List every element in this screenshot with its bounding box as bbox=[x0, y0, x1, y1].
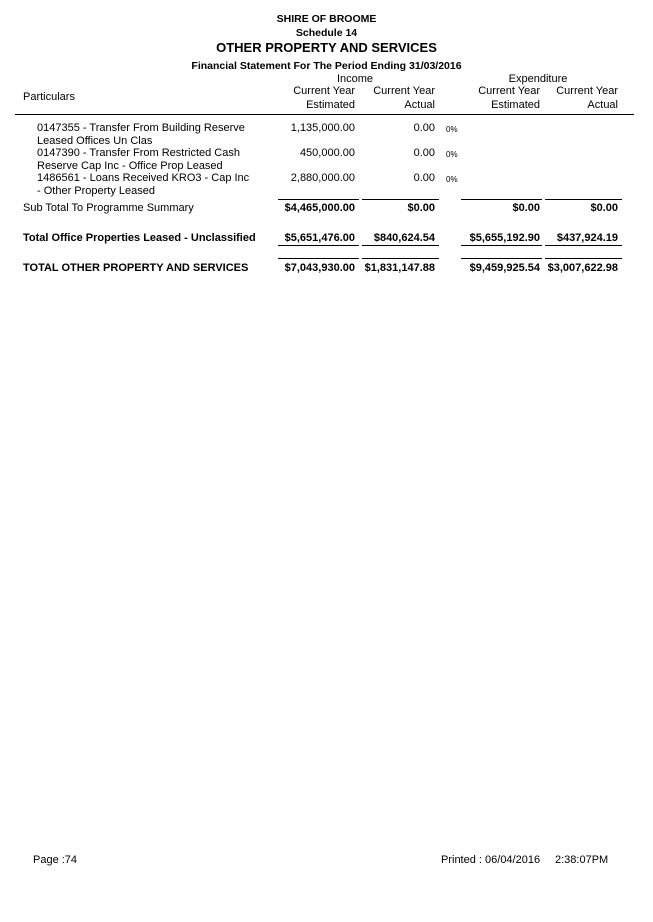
expenditure-actual-header-line2: Actual bbox=[587, 99, 618, 111]
header-divider bbox=[15, 114, 634, 115]
income-estimated-header-line2: Estimated bbox=[306, 99, 355, 111]
row-3-percent: 0% bbox=[446, 175, 458, 184]
row-3-income-estimated: 2,880,000.00 bbox=[290, 172, 355, 184]
total-unclassified-expenditure-actual: $437,924.19 bbox=[556, 232, 618, 244]
grand-total-expenditure-actual: $3,007,622.98 bbox=[547, 262, 618, 274]
expenditure-estimated-header-line1: Current Year bbox=[478, 85, 540, 97]
total-unclassified-rule-inc-est bbox=[278, 245, 359, 246]
organization-name: SHIRE OF BROOME bbox=[276, 13, 377, 25]
grand-total-income-estimated: $7,043,930.00 bbox=[284, 262, 355, 274]
total-unclassified-label: Total Office Properties Leased - Unclassified bbox=[23, 232, 256, 244]
printed-date: Printed : 06/04/2016 bbox=[441, 854, 541, 866]
particulars-header: Particulars bbox=[23, 91, 75, 103]
total-unclassified-income-actual: $840,624.54 bbox=[373, 232, 435, 244]
subtotal-label: Sub Total To Programme Summary bbox=[23, 202, 194, 214]
subtotal-rule-exp-est bbox=[461, 199, 542, 200]
row-2-description-line2: Reserve Cap Inc - Office Prop Leased bbox=[37, 160, 223, 172]
row-2-percent: 0% bbox=[446, 150, 458, 159]
expenditure-actual-header-line1: Current Year bbox=[556, 85, 618, 97]
grand-total-rule-inc-act bbox=[362, 258, 439, 259]
income-actual-header-line1: Current Year bbox=[373, 85, 435, 97]
grand-total-label: TOTAL OTHER PROPERTY AND SERVICES bbox=[23, 262, 249, 274]
total-unclassified-rule-exp-act bbox=[545, 245, 622, 246]
row-3-description-line1: 1486561 - Loans Received KRO3 - Cap Inc bbox=[37, 172, 250, 184]
subtotal-expenditure-estimated: $0.00 bbox=[512, 202, 540, 214]
subtotal-rule-inc-act bbox=[362, 199, 439, 200]
grand-total-rule-exp-est bbox=[461, 258, 542, 259]
subtotal-income-actual: $0.00 bbox=[407, 202, 435, 214]
period-subtitle: Financial Statement For The Period Ending 31/03/2016 bbox=[191, 60, 462, 72]
printed-time: 2:38:07PM bbox=[555, 854, 609, 866]
subtotal-rule-inc-est bbox=[278, 199, 359, 200]
page-number: Page :74 bbox=[33, 854, 78, 866]
total-unclassified-rule-exp-est bbox=[461, 245, 542, 246]
row-1-percent: 0% bbox=[446, 125, 458, 134]
row-2-description-line1: 0147390 - Transfer From Restricted Cash bbox=[37, 147, 240, 159]
row-1-income-actual: 0.00 bbox=[413, 122, 435, 134]
row-2-income-actual: 0.00 bbox=[413, 147, 435, 159]
row-3-income-actual: 0.00 bbox=[413, 172, 435, 184]
row-1-description-line1: 0147355 - Transfer From Building Reserve bbox=[37, 122, 245, 134]
row-1-description-line2: Leased Offices Un Clas bbox=[37, 135, 153, 147]
schedule-number: Schedule 14 bbox=[295, 27, 358, 39]
grand-total-income-actual: $1,831,147.88 bbox=[364, 262, 435, 274]
row-3-description-line2: - Other Property Leased bbox=[37, 185, 156, 197]
expenditure-estimated-header-line2: Estimated bbox=[491, 99, 540, 111]
subtotal-income-estimated: $4,465,000.00 bbox=[284, 202, 355, 214]
expenditure-group-header: Expenditure bbox=[508, 73, 568, 85]
page-title: OTHER PROPERTY AND SERVICES bbox=[216, 40, 437, 55]
subtotal-rule-exp-act bbox=[545, 199, 622, 200]
total-unclassified-income-estimated: $5,651,476.00 bbox=[284, 232, 355, 244]
total-unclassified-rule-inc-act bbox=[362, 245, 439, 246]
subtotal-expenditure-actual: $0.00 bbox=[590, 202, 618, 214]
row-1-income-estimated: 1,135,000.00 bbox=[290, 122, 355, 134]
income-group-header: Income bbox=[336, 73, 374, 85]
grand-total-rule-exp-act bbox=[545, 258, 622, 259]
grand-total-rule-inc-est bbox=[278, 258, 359, 259]
income-estimated-header-line1: Current Year bbox=[293, 85, 355, 97]
income-actual-header-line2: Actual bbox=[404, 99, 435, 111]
row-2-income-estimated: 450,000.00 bbox=[299, 147, 355, 159]
grand-total-expenditure-estimated: $9,459,925.54 bbox=[469, 262, 540, 274]
total-unclassified-expenditure-estimated: $5,655,192.90 bbox=[469, 232, 540, 244]
